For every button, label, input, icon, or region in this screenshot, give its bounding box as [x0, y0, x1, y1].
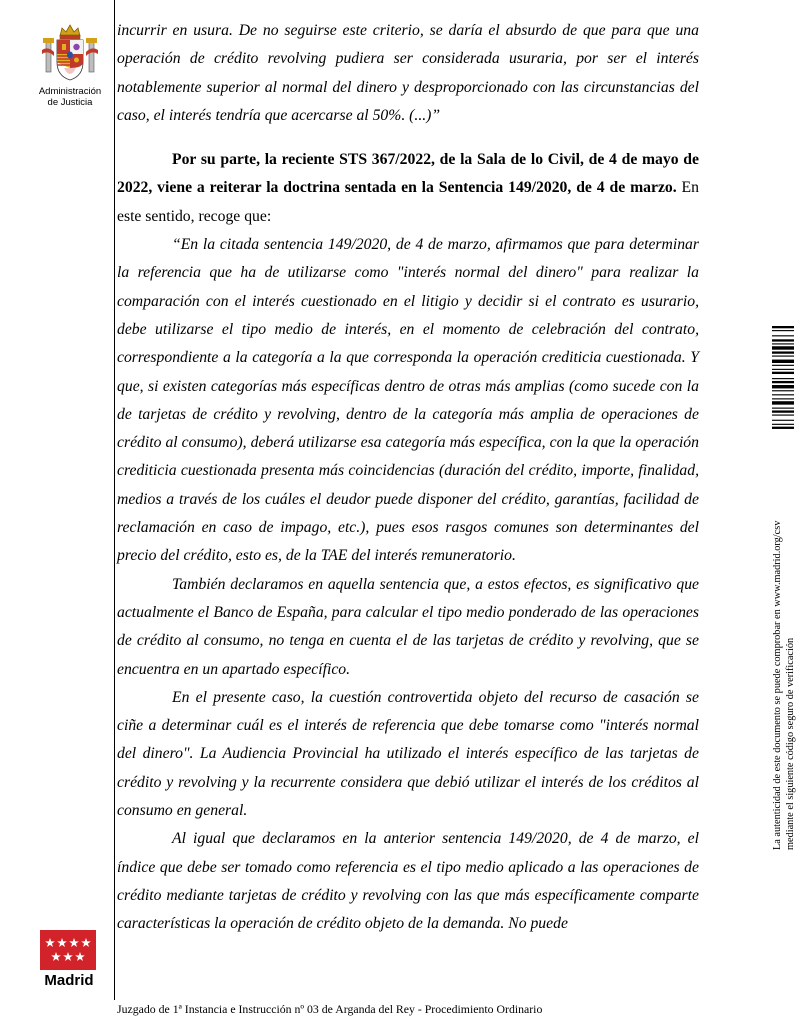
page-footer: Juzgado de 1ª Instancia e Instrucción nº 03 de Arganda del Rey - Procedimiento Ordinario	[117, 1002, 543, 1016]
barcode-icon	[772, 326, 794, 456]
document-body	[117, 17, 699, 939]
quoted-paragraph: En el presente caso, la cuestión controvertida objeto del recurso de casación se ciñe a determinar cuál es el interés de referencia que debe tomarse como "interés normal del dinero". La Audiencia Provincial ha utilizado el interés específico de las tarjetas de crédito y revolving y la recurrente considera que debió utilizar el interés de los créditos al consumo en general.	[117, 688, 699, 820]
verification-line: mediante el siguiente código seguro de verificación	[785, 637, 796, 850]
institution-caption-line: Administración	[38, 86, 102, 97]
quoted-paragraph: “En la citada sentencia 149/2020, de 4 de marzo, afirmamos que para determinar la referencia que ha de utilizarse como "interés normal del dinero" para realizar la comparación con el interés cuestionado en el litigio y decidir si el contrato es usurario, debe utilizarse el tipo medio de interés, en el momento de celebración del contrato, correspondiente a la categoría a la que corresponda la operación crediticia cuestionada. Y que, si existen categorías más específicas dentro de otras más amplias (como sucede con la de tarjetas de crédito y revolving, dentro de la categoría más amplia de operaciones de crédito al consumo), deberá utilizarse esa categoría más específica, con la que la operación crediticia cuestionada presenta más coincidencias (duración del crédito, importe, finalidad, medios a través de los cuáles el deudor puede disponer del crédito, garantías, facilidad de reclamación en caso de impago, etc.), pues esos rasgos comunes son determinantes del precio del crédito, esto es, de la TAE del interés remuneratorio.	[117, 236, 699, 565]
quoted-paragraph: Al igual que declaramos en la anterior sentencia 149/2020, de 4 de marzo, el índice que debe ser tomado como referencia es el tipo medio aplicado a las operaciones de crédito mediante tarjetas de crédito y revolving con las que más específicamente comparte características la operación de crédito objeto de la demanda. No puede	[117, 830, 699, 933]
institution-caption	[32, 86, 108, 108]
paragraph	[117, 146, 699, 231]
administracion-justicia-logo	[32, 22, 108, 108]
paragraph-normal-text: En este sentido, recoge que:	[117, 179, 699, 225]
madrid-stars-flag-icon	[40, 930, 96, 970]
institution-caption-line: de Justicia	[47, 97, 93, 108]
margin-rule	[114, 0, 115, 1000]
quoted-paragraph: También declaramos en aquella sentencia que, a estos efectos, es significativo que actualmente el Banco de España, para calcular el tipo medio ponderado de las operaciones de crédito al consumo, no tenga en cuenta el de las tarjetas de crédito y revolving, que se encuentra en un apartado específico.	[117, 575, 699, 678]
spain-coat-of-arms-icon	[40, 22, 100, 84]
paragraph: incurrir en usura. De no seguirse este criterio, se daría el absurdo de que para que una operación de crédito revolving pudiera ser considerada usuraria, por ser el interés notablemente superior al normal del dinero y desproporcionado con las circunstancias del caso, el interés tendría que acercarse al 50%. (...)”	[117, 22, 699, 124]
comunidad-madrid-logo	[40, 930, 98, 990]
verification-line: La autenticidad de este documento se puede comprobar en www.madrid.org/csv	[772, 520, 783, 850]
paragraph-bold-text: Por su parte, la reciente STS 367/2022, de la Sala de lo Civil, de 4 de mayo de 2022, viene a reiterar la doctrina sentada en la Sentencia 149/2020, de 4 de marzo.	[117, 151, 699, 197]
region-name: Madrid	[44, 972, 94, 989]
